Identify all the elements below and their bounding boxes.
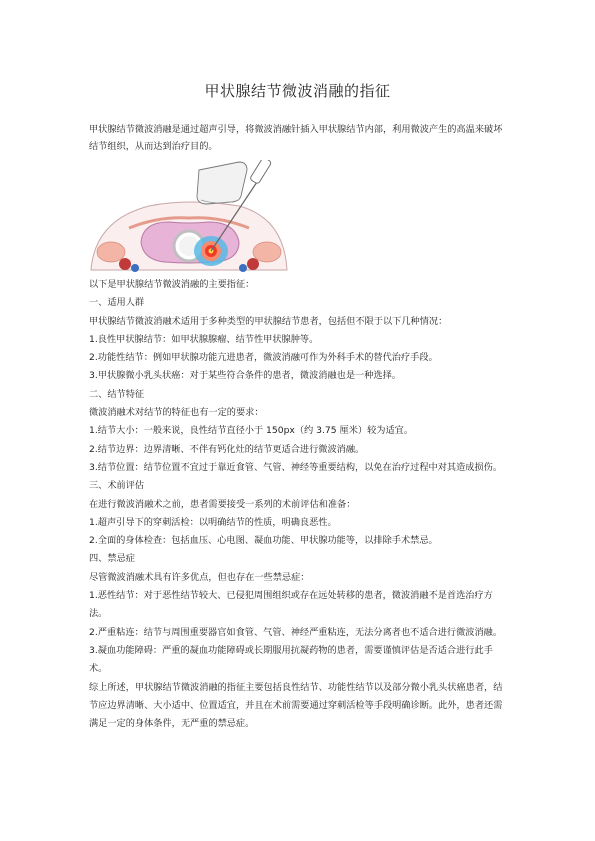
list-item: 2.功能性结节：例如甲状腺功能亢进患者，微波消融可作为外科手术的替代治疗手段。 (89, 352, 438, 364)
list-item: 1.恶性结节：对于恶性结节较大、已侵犯周围组织或存在远处转移的患者，微波消融不是首选治疗方法。 (89, 590, 493, 620)
section-desc: 甲状腺结节微波消融术适用于多种类型的甲状腺结节患者，包括但不限于以下几种情况： (89, 315, 448, 327)
list-item: 3.甲状腺微小乳头状癌：对于某些符合条件的患者，微波消融也是一种选择。 (89, 370, 401, 382)
thyroid-ablation-illustration (89, 160, 289, 276)
intro-paragraph: 甲状腺结节微波消融是通过超声引导，将微波消融针插入甲状腺结节内部，利用微波产生的高温来破坏结节组织，从而达到治疗目的。 (89, 124, 503, 152)
page-title: 甲状腺结节微波消融的指征 (204, 82, 391, 100)
list-item: 2.全面的身体检查：包括血压、心电图、凝血功能、甲状腺功能等，以排除手术禁忌。 (89, 535, 438, 547)
list-item: 1.结节大小：一般来说，良性结节直径小于 150px（约 3.75 厘米）较为适宜。 (89, 425, 414, 437)
list-item: 1.超声引导下的穿刺活检：以明确结节的性质，明确良恶性。 (89, 516, 337, 528)
vessel-left (119, 258, 131, 270)
list-item: 2.结节边界：边界清晰、不伴有钙化灶的结节更适合进行微波消融。 (89, 443, 365, 455)
main-content (89, 276, 509, 733)
ultrasound-probe (197, 162, 247, 204)
section-heading: 一、适用人群 (89, 297, 145, 309)
section-heading: 四、禁忌症 (89, 553, 135, 565)
lead-line: 以下是甲状腺结节微波消融的主要指征： (89, 279, 255, 290)
section-desc: 微波消融术对结节的特征也有一定的要求： (89, 407, 264, 419)
section-heading: 二、结节特征 (89, 388, 145, 400)
list-item: 2.严重粘连：结节与周围重要器官如食管、气管、神经严重粘连，无法分离者也不适合进行微波消融。 (89, 626, 503, 638)
section-desc: 尽管微波消融术具有许多优点，但也存在一些禁忌症： (89, 571, 310, 583)
conclusion-paragraph: 综上所述，甲状腺结节微波消融的指征主要包括良性结节、功能性结节以及部分微小乳头状癌患者，结节应边界清晰、大小适中、位置适宜，并且在术前需要通过穿刺活检等手段明确诊断。此外，患者还需满足一定的身体条件，无严重的禁忌症。 (89, 681, 503, 730)
vessel-right (247, 258, 259, 270)
muscle-right (253, 242, 281, 262)
list-item: 3.凝血功能障碍：严重的凝血功能障碍或长期服用抗凝药物的患者，需要谨慎评估是否适合进行此手术。 (89, 644, 493, 675)
list-item: 1.良性甲状腺结节：如甲状腺腺瘤、结节性甲状腺肿等。 (89, 333, 319, 345)
needle-handle (250, 160, 272, 184)
muscle-left (97, 242, 125, 262)
list-item: 3.结节位置：结节位置不宜过于靠近食管、气管、神经等重要结构，以免在治疗过程中对其造成损伤。 (89, 461, 503, 473)
section-heading: 三、术前评估 (89, 480, 145, 492)
section-desc: 在进行微波消融术之前，患者需要接受一系列的术前评估和准备： (89, 498, 356, 510)
